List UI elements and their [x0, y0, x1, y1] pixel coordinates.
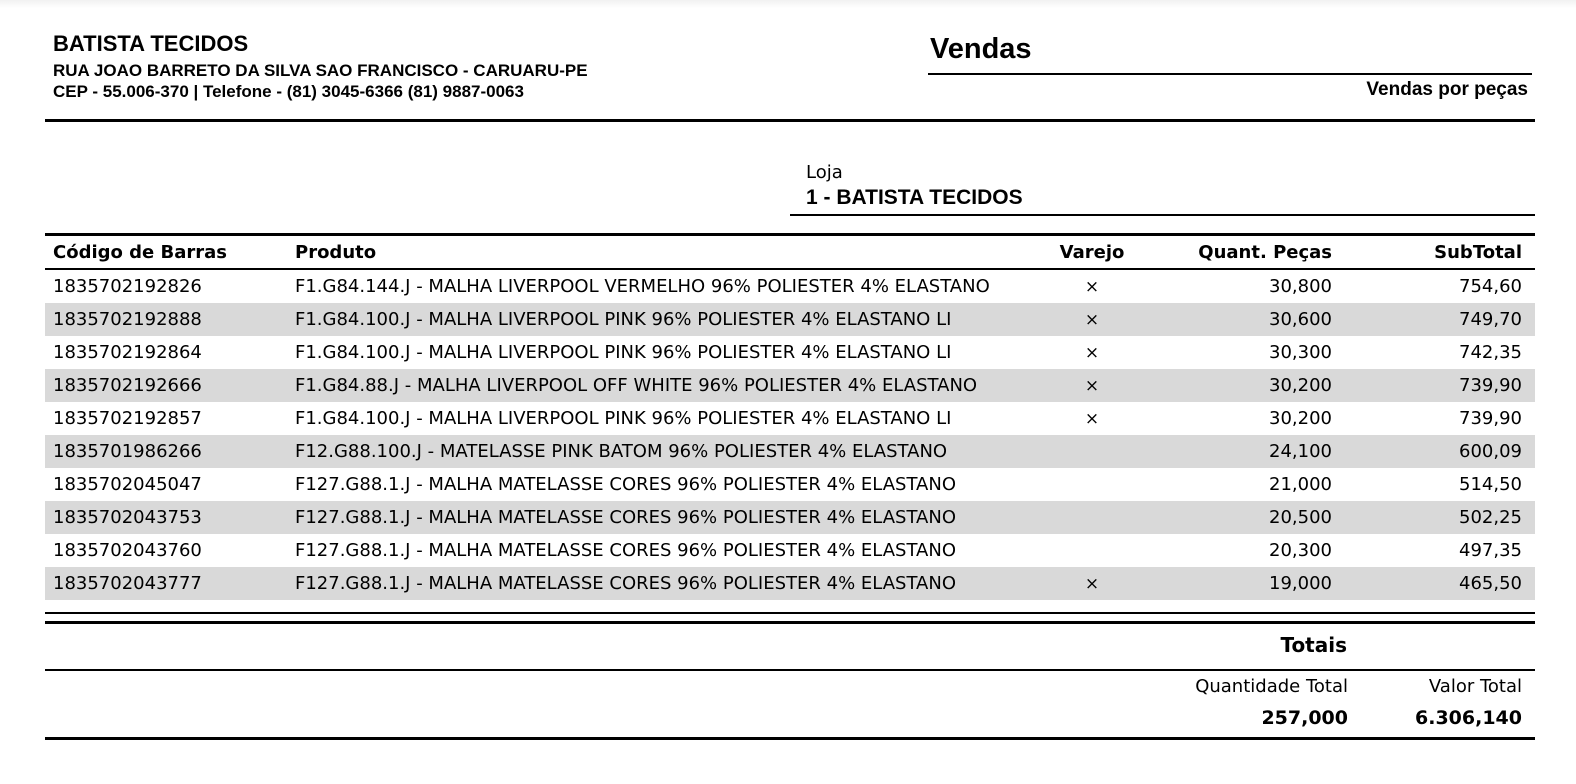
product-cell: F1.G84.144.J - MALHA LIVERPOOL VERMELHO 96% POLIESTER 4% ELASTANO — [295, 276, 990, 297]
company-contact: CEP - 55.006-370 | Telefone - (81) 3045-6366 (81) 9887-0063 — [53, 82, 524, 101]
product-cell: F127.G88.1.J - MALHA MATELASSE CORES 96% POLIESTER 4% ELASTANO — [295, 573, 957, 594]
quantity-cell: 20,500 — [1269, 507, 1332, 528]
barcode-cell: 1835702043760 — [53, 540, 202, 561]
retail-mark-cell: × — [1084, 276, 1100, 297]
table-row — [45, 435, 1535, 468]
subtotal-cell: 739,90 — [1459, 375, 1522, 396]
barcode-cell: 1835702192857 — [53, 408, 202, 429]
report-subtitle: Vendas por peças — [1366, 79, 1528, 100]
store-divider — [790, 214, 1535, 216]
barcode-cell: 1835702045047 — [53, 474, 202, 495]
retail-mark-cell: × — [1084, 408, 1100, 429]
quantity-cell: 24,100 — [1269, 441, 1332, 462]
product-cell: F12.G88.100.J - MATELASSE PINK BATOM 96% POLIESTER 4% ELASTANO — [295, 441, 948, 462]
subtotal-cell: 514,50 — [1459, 474, 1522, 495]
quantity-total-value: 257,000 — [1261, 707, 1348, 729]
retail-mark-cell: × — [1084, 573, 1100, 594]
retail-mark-cell: × — [1084, 342, 1100, 363]
quantity-cell: 30,800 — [1269, 276, 1332, 297]
subtotal-cell: 497,35 — [1459, 540, 1522, 561]
column-header-retail: Varejo — [1037, 235, 1147, 270]
table-row — [45, 369, 1535, 402]
barcode-cell: 1835702192666 — [53, 375, 202, 396]
totals-divider — [45, 669, 1535, 671]
store-name: 1 - BATISTA TECIDOS — [806, 186, 1023, 209]
table-row — [45, 402, 1535, 435]
barcode-cell: 1835702043777 — [53, 573, 202, 594]
quantity-cell: 20,300 — [1269, 540, 1332, 561]
quantity-cell: 19,000 — [1269, 573, 1332, 594]
column-header-subtotal: SubTotal — [1332, 235, 1535, 270]
sales-table-header — [45, 235, 1535, 270]
table-row — [45, 567, 1535, 600]
page-bottom-divider — [45, 737, 1535, 740]
subtotal-cell: 465,50 — [1459, 573, 1522, 594]
company-address: RUA JOAO BARRETO DA SILVA SAO FRANCISCO - CARUARU-PE — [53, 61, 588, 80]
barcode-cell: 1835701986266 — [53, 441, 202, 462]
product-cell: F1.G84.88.J - MALHA LIVERPOOL OFF WHITE 96% POLIESTER 4% ELASTANO — [295, 375, 978, 396]
subtotal-cell: 502,25 — [1459, 507, 1522, 528]
product-cell: F127.G88.1.J - MALHA MATELASSE CORES 96% POLIESTER 4% ELASTANO — [295, 474, 957, 495]
barcode-cell: 1835702192864 — [53, 342, 202, 363]
barcode-cell: 1835702192826 — [53, 276, 202, 297]
table-row — [45, 501, 1535, 534]
quantity-cell: 30,300 — [1269, 342, 1332, 363]
header-divider — [45, 119, 1535, 122]
value-total-value: 6.306,140 — [1415, 707, 1522, 729]
subtotal-cell: 754,60 — [1459, 276, 1522, 297]
product-cell: F127.G88.1.J - MALHA MATELASSE CORES 96% POLIESTER 4% ELASTANO — [295, 507, 957, 528]
header-row — [45, 235, 1535, 270]
product-cell: F1.G84.100.J - MALHA LIVERPOOL PINK 96% POLIESTER 4% ELASTANO LI — [295, 408, 952, 429]
column-header-product: Produto — [287, 235, 1037, 270]
subtotal-cell: 600,09 — [1459, 441, 1522, 462]
quantity-cell: 30,600 — [1269, 309, 1332, 330]
product-cell: F127.G88.1.J - MALHA MATELASSE CORES 96% POLIESTER 4% ELASTANO — [295, 540, 957, 561]
totals-title: Totais — [1280, 633, 1347, 657]
retail-mark-cell: × — [1084, 375, 1100, 396]
totals-top-divider — [45, 621, 1535, 624]
subtotal-cell: 742,35 — [1459, 342, 1522, 363]
column-header-quantity: Quant. Peças — [1147, 235, 1332, 270]
company-header — [53, 31, 588, 102]
table-row — [45, 336, 1535, 369]
retail-mark-cell — [1037, 534, 1147, 567]
sales-table — [45, 233, 1535, 600]
quantity-cell: 30,200 — [1269, 375, 1332, 396]
sales-table-body — [45, 269, 1535, 600]
retail-mark-cell — [1037, 501, 1147, 534]
retail-mark-cell: × — [1084, 309, 1100, 330]
report-title: Vendas — [930, 33, 1032, 65]
title-underline-divider — [928, 73, 1532, 75]
quantity-cell: 30,200 — [1269, 408, 1332, 429]
table-row — [45, 468, 1535, 501]
barcode-cell: 1835702043753 — [53, 507, 202, 528]
subtotal-cell: 739,90 — [1459, 408, 1522, 429]
product-cell: F1.G84.100.J - MALHA LIVERPOOL PINK 96% POLIESTER 4% ELASTANO LI — [295, 309, 952, 330]
quantity-cell: 21,000 — [1269, 474, 1332, 495]
table-row — [45, 534, 1535, 567]
subtotal-cell: 749,70 — [1459, 309, 1522, 330]
table-row — [45, 303, 1535, 336]
quantity-total-label: Quantidade Total — [1195, 676, 1348, 697]
retail-mark-cell — [1037, 435, 1147, 468]
table-row — [45, 269, 1535, 303]
column-header-barcode: Código de Barras — [45, 235, 287, 270]
value-total-label: Valor Total — [1428, 676, 1522, 697]
retail-mark-cell — [1037, 468, 1147, 501]
barcode-cell: 1835702192888 — [53, 309, 202, 330]
table-bottom-divider — [45, 612, 1535, 614]
product-cell: F1.G84.100.J - MALHA LIVERPOOL PINK 96% POLIESTER 4% ELASTANO LI — [295, 342, 952, 363]
store-label: Loja — [806, 162, 843, 183]
company-name: BATISTA TECIDOS — [53, 31, 249, 56]
